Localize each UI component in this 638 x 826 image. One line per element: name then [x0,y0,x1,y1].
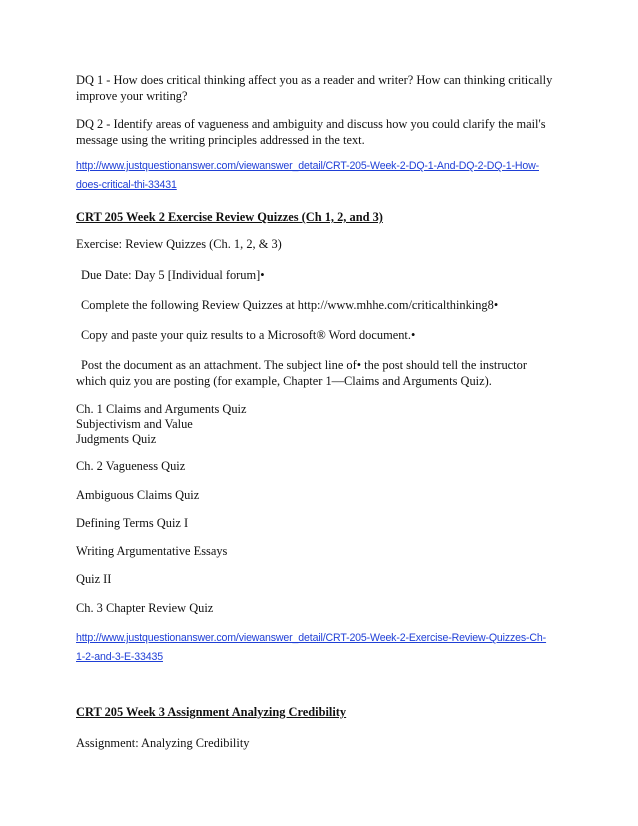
assignment-title: Assignment: Analyzing Credibility [76,736,250,750]
exercise-title: Exercise: Review Quizzes (Ch. 1, 2, & 3) [76,237,282,251]
defining-terms-quiz: Defining Terms Quiz I [76,516,189,530]
copy-instruction: Copy and paste your quiz results to a Microsoft® Word document.• [81,328,416,342]
week3-heading: CRT 205 Week 3 Assignment Analyzing Credibility [76,705,347,719]
chapter1-quiz: Ch. 1 Claims and Arguments Quiz [76,402,247,416]
dq2-text-continued: message using the writing principles addressed in the text. [76,133,365,147]
dq2-text: DQ 2 - Identify areas of vagueness and ambiguity and discuss how you could clarify the mail's [76,117,546,131]
dq-answer-link[interactable]: http://www.justquestionanswer.com/viewanswer_detail/CRT-205-Week-2-DQ-1-And-DQ-2-DQ-1-How- [76,160,539,172]
dq1-text-continued: improve your writing? [76,89,188,103]
complete-instruction: Complete the following Review Quizzes at http://www.mhhe.com/criticalthinking8• [81,298,499,312]
subjectivism-quiz: Subjectivism and Value [76,417,193,431]
week2-heading: CRT 205 Week 2 Exercise Review Quizzes (Ch 1, 2, and 3) [76,210,383,224]
quiz-two: Quiz II [76,572,112,586]
dq1-text: DQ 1 - How does critical thinking affect you as a reader and writer? How can thinking critically [76,73,553,87]
dq-answer-link-continued[interactable]: does-critical-thi-33431 [76,179,177,191]
judgments-quiz: Judgments Quiz [76,432,157,446]
exercise-answer-link[interactable]: http://www.justquestionanswer.com/viewanswer_detail/CRT-205-Week-2-Exercise-Review-Quizzes-Ch- [76,632,547,644]
ambiguous-claims-quiz: Ambiguous Claims Quiz [76,488,200,502]
post-instruction: Post the document as an attachment. The subject line of• the post should tell the instructor [81,358,527,372]
exercise-answer-link-continued[interactable]: 1-2-and-3-E-33435 [76,651,163,663]
due-date: Due Date: Day 5 [Individual forum]• [81,268,265,282]
chapter3-quiz: Ch. 3 Chapter Review Quiz [76,601,214,615]
post-instruction-continued: which quiz you are posting (for example, Chapter 1—Claims and Arguments Quiz). [76,374,492,388]
writing-essays: Writing Argumentative Essays [76,544,228,558]
chapter2-quiz: Ch. 2 Vagueness Quiz [76,459,186,473]
